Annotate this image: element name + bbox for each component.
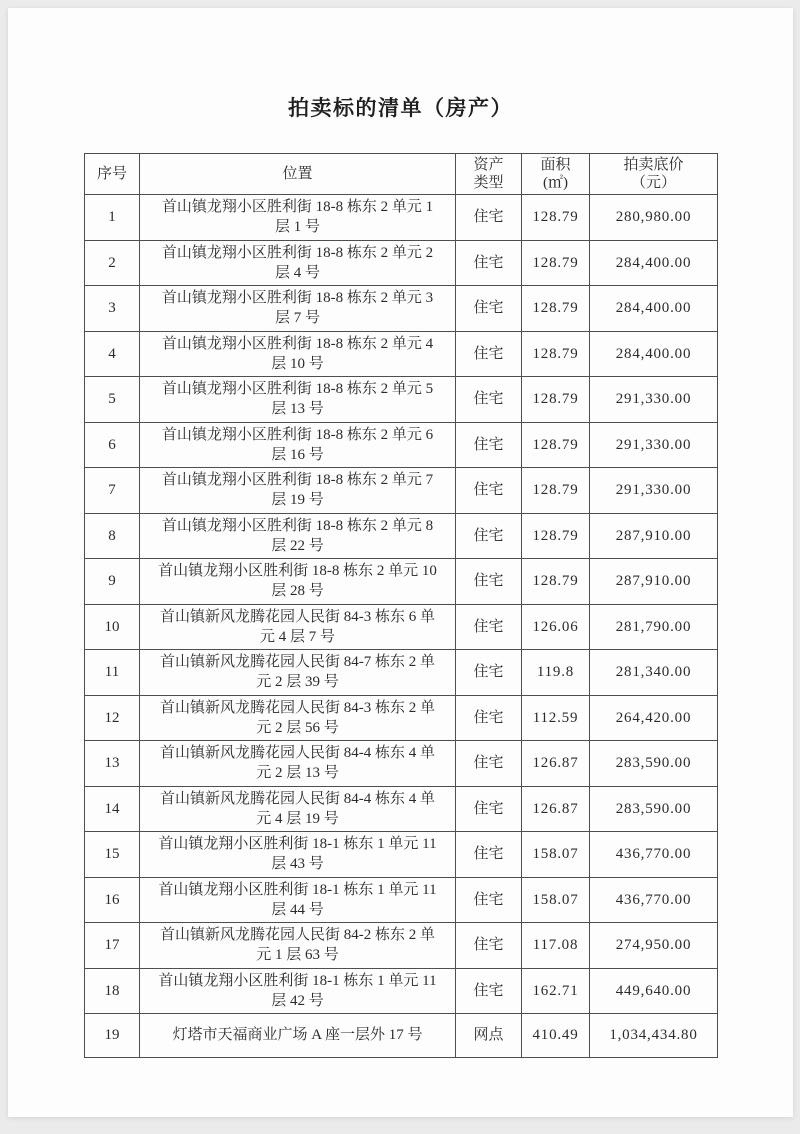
document-page (8, 8, 793, 1117)
row-location: 首山镇龙翔小区胜利街 18-8 栋东 2 单元 5 层 13 号 (140, 377, 456, 423)
row-location: 首山镇新风龙腾花园人民街 84-4 栋东 4 单元 4 层 19 号 (140, 786, 456, 832)
table-row (85, 513, 718, 559)
row-area: 158.07 (522, 832, 590, 878)
row-price: 280,980.00 (590, 195, 718, 241)
header-asset-type-line1: 资产 (473, 157, 504, 173)
table-row (85, 468, 718, 514)
row-asset-type: 住宅 (456, 968, 522, 1014)
row-area: 128.79 (522, 286, 590, 332)
row-area: 410.49 (522, 1014, 590, 1058)
row-asset-type: 住宅 (456, 604, 522, 650)
row-asset-type: 住宅 (456, 923, 522, 969)
row-area: 128.79 (522, 468, 590, 514)
table-row (85, 877, 718, 923)
row-index: 8 (85, 513, 140, 559)
row-index: 3 (85, 286, 140, 332)
header-asset-type-line2: 类型 (473, 175, 504, 191)
table-row (85, 695, 718, 741)
table-body (85, 195, 718, 1058)
header-price (590, 154, 718, 195)
row-index: 4 (85, 331, 140, 377)
row-asset-type: 住宅 (456, 468, 522, 514)
table-row (85, 832, 718, 878)
row-price: 264,420.00 (590, 695, 718, 741)
row-asset-type: 住宅 (456, 422, 522, 468)
header-area-line1: 面积 (540, 157, 571, 173)
row-asset-type: 住宅 (456, 650, 522, 696)
row-location: 首山镇新风龙腾花园人民街 84-3 栋东 6 单元 4 层 7 号 (140, 604, 456, 650)
row-asset-type: 网点 (456, 1014, 522, 1058)
table-row (85, 422, 718, 468)
header-price-line1: 拍卖底价 (623, 157, 684, 173)
row-price: 291,330.00 (590, 468, 718, 514)
row-index: 5 (85, 377, 140, 423)
header-area (522, 154, 590, 195)
row-price: 449,640.00 (590, 968, 718, 1014)
row-location: 首山镇新风龙腾花园人民街 84-4 栋东 4 单元 2 层 13 号 (140, 741, 456, 787)
row-index: 11 (85, 650, 140, 696)
row-price: 284,400.00 (590, 240, 718, 286)
row-area: 128.79 (522, 195, 590, 241)
header-index-label: 序号 (96, 166, 127, 182)
row-price: 283,590.00 (590, 741, 718, 787)
row-location: 首山镇龙翔小区胜利街 18-8 栋东 2 单元 4 层 10 号 (140, 331, 456, 377)
row-location: 首山镇龙翔小区胜利街 18-8 栋东 2 单元 1 层 1 号 (140, 195, 456, 241)
row-area: 128.79 (522, 513, 590, 559)
row-location: 首山镇龙翔小区胜利街 18-8 栋东 2 单元 3 层 7 号 (140, 286, 456, 332)
header-index (85, 154, 140, 195)
row-location: 首山镇龙翔小区胜利街 18-8 栋东 2 单元 7 层 19 号 (140, 468, 456, 514)
row-area: 128.79 (522, 240, 590, 286)
row-area: 128.79 (522, 422, 590, 468)
header-location-label: 位置 (282, 166, 313, 182)
row-area: 126.06 (522, 604, 590, 650)
row-asset-type: 住宅 (456, 377, 522, 423)
row-asset-type: 住宅 (456, 786, 522, 832)
table-row (85, 741, 718, 787)
row-location: 灯塔市天福商业广场 A 座一层外 17 号 (140, 1014, 456, 1058)
row-index: 9 (85, 559, 140, 605)
row-location: 首山镇新风龙腾花园人民街 84-3 栋东 2 单元 2 层 56 号 (140, 695, 456, 741)
row-location: 首山镇龙翔小区胜利街 18-1 栋东 1 单元 11 层 43 号 (140, 832, 456, 878)
row-price: 283,590.00 (590, 786, 718, 832)
row-index: 14 (85, 786, 140, 832)
row-location: 首山镇龙翔小区胜利街 18-8 栋东 2 单元 2 层 4 号 (140, 240, 456, 286)
row-area: 117.08 (522, 923, 590, 969)
row-index: 7 (85, 468, 140, 514)
row-location: 首山镇龙翔小区胜利街 18-1 栋东 1 单元 11 层 42 号 (140, 968, 456, 1014)
row-index: 19 (85, 1014, 140, 1058)
row-area: 128.79 (522, 377, 590, 423)
row-price: 284,400.00 (590, 286, 718, 332)
row-area: 126.87 (522, 741, 590, 787)
header-price-line2: （元） (630, 175, 676, 191)
row-index: 18 (85, 968, 140, 1014)
row-price: 436,770.00 (590, 832, 718, 878)
table-row (85, 923, 718, 969)
table-row (85, 968, 718, 1014)
row-price: 281,340.00 (590, 650, 718, 696)
auction-table (84, 153, 718, 1058)
row-price: 287,910.00 (590, 559, 718, 605)
row-index: 15 (85, 832, 140, 878)
row-price: 284,400.00 (590, 331, 718, 377)
row-area: 126.87 (522, 786, 590, 832)
row-location: 首山镇龙翔小区胜利街 18-8 栋东 2 单元 6 层 16 号 (140, 422, 456, 468)
row-price: 1,034,434.80 (590, 1014, 718, 1058)
table-row (85, 604, 718, 650)
row-asset-type: 住宅 (456, 195, 522, 241)
row-location: 首山镇龙翔小区胜利街 18-8 栋东 2 单元 8 层 22 号 (140, 513, 456, 559)
row-asset-type: 住宅 (456, 695, 522, 741)
header-row (85, 154, 718, 195)
row-location: 首山镇新风龙腾花园人民街 84-7 栋东 2 单元 2 层 39 号 (140, 650, 456, 696)
table-row (85, 650, 718, 696)
header-location (140, 154, 456, 195)
row-price: 281,790.00 (590, 604, 718, 650)
table-header (85, 154, 718, 195)
row-asset-type: 住宅 (456, 559, 522, 605)
row-index: 2 (85, 240, 140, 286)
row-area: 119.8 (522, 650, 590, 696)
row-location: 首山镇龙翔小区胜利街 18-8 栋东 2 单元 10 层 28 号 (140, 559, 456, 605)
row-location: 首山镇龙翔小区胜利街 18-1 栋东 1 单元 11 层 44 号 (140, 877, 456, 923)
table-row (85, 286, 718, 332)
row-index: 13 (85, 741, 140, 787)
row-price: 287,910.00 (590, 513, 718, 559)
row-index: 17 (85, 923, 140, 969)
table-row (85, 331, 718, 377)
header-area-line2: (㎡) (543, 175, 568, 191)
row-area: 162.71 (522, 968, 590, 1014)
row-asset-type: 住宅 (456, 832, 522, 878)
table-row (85, 195, 718, 241)
row-price: 436,770.00 (590, 877, 718, 923)
row-index: 1 (85, 195, 140, 241)
row-price: 291,330.00 (590, 377, 718, 423)
row-asset-type: 住宅 (456, 877, 522, 923)
row-index: 10 (85, 604, 140, 650)
row-asset-type: 住宅 (456, 286, 522, 332)
row-asset-type: 住宅 (456, 240, 522, 286)
table-row (85, 377, 718, 423)
table-row (85, 1014, 718, 1058)
row-area: 112.59 (522, 695, 590, 741)
table-row (85, 786, 718, 832)
row-area: 158.07 (522, 877, 590, 923)
row-index: 6 (85, 422, 140, 468)
header-asset-type (456, 154, 522, 195)
row-asset-type: 住宅 (456, 741, 522, 787)
row-price: 291,330.00 (590, 422, 718, 468)
row-index: 16 (85, 877, 140, 923)
row-area: 128.79 (522, 331, 590, 377)
table-row (85, 559, 718, 605)
row-index: 12 (85, 695, 140, 741)
table-row (85, 240, 718, 286)
row-asset-type: 住宅 (456, 513, 522, 559)
row-location: 首山镇新风龙腾花园人民街 84-2 栋东 2 单元 1 层 63 号 (140, 923, 456, 969)
row-asset-type: 住宅 (456, 331, 522, 377)
row-area: 128.79 (522, 559, 590, 605)
row-price: 274,950.00 (590, 923, 718, 969)
page-title: 拍卖标的清单（房产） (288, 97, 513, 120)
